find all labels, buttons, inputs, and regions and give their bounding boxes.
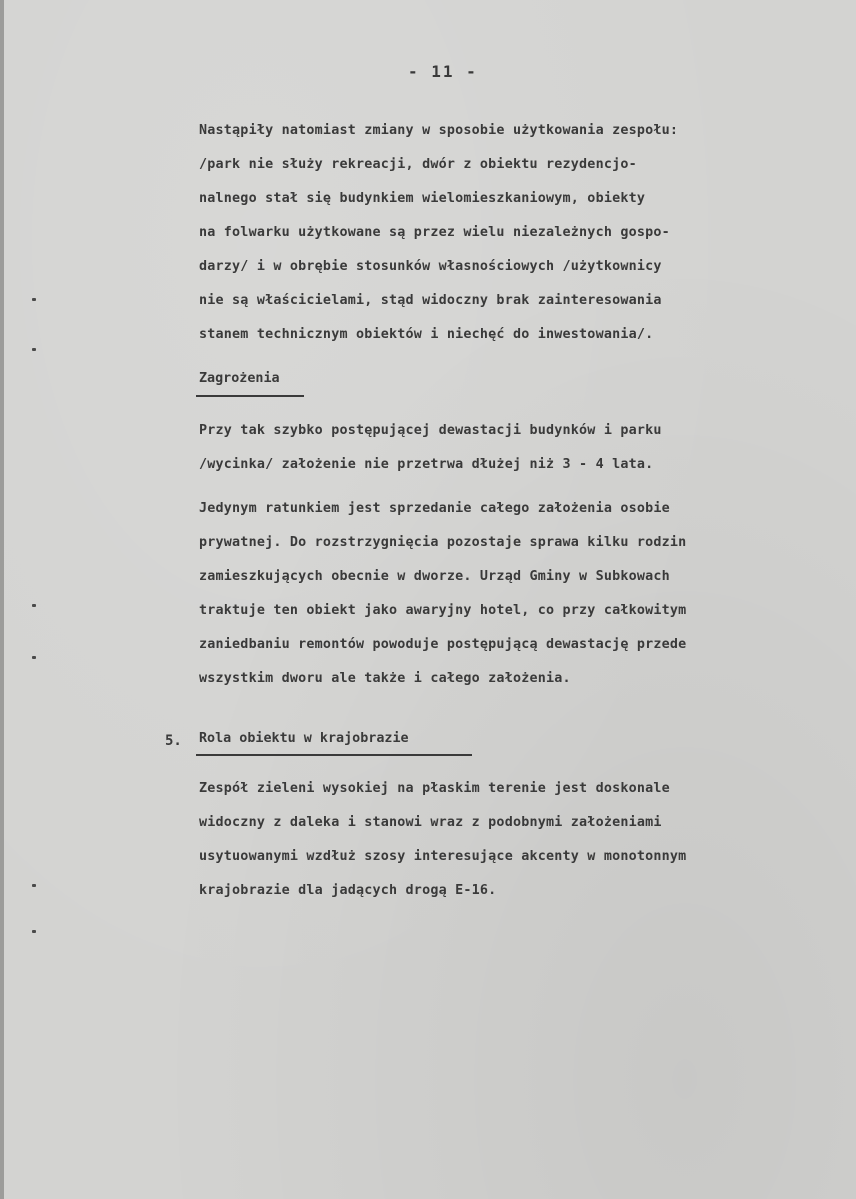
paragraph-3-line: zamieszkujących obecnie w dworze. Urząd Gminy w Subkowach [199, 569, 670, 584]
paragraph-4-line: krajobrazie dla jadących drogą E-16. [199, 883, 497, 898]
scan-edge [0, 0, 4, 1199]
paragraph-1-line: na folwarku użytkowane są przez wielu niezależnych gospo- [199, 225, 670, 240]
paragraph-3-line: wszystkim dworu ale także i całego założenia. [199, 671, 571, 686]
paragraph-2-line: /wycinka/ założenie nie przetrwa dłużej niż 3 - 4 lata. [199, 457, 654, 472]
paragraph-3-line: zaniedbaniu remontów powoduje postępującą dewastację przede [199, 637, 687, 652]
margin-mark [32, 930, 36, 933]
paragraph-1-line: /park nie służy rekreacji, dwór z obiektu rezydencjo- [199, 157, 637, 172]
paragraph-1-line: nie są właścicielami, stąd widoczny brak zainteresowania [199, 293, 662, 308]
paragraph-3-line: traktuje ten obiekt jako awaryjny hotel, co przy całkowitym [199, 603, 687, 618]
paragraph-1-line: darzy/ i w obrębie stosunków własnościowych /użytkownicy [199, 259, 662, 274]
heading-threats: Zagrożenia [199, 371, 280, 386]
paragraph-4-line: usytuowanymi wzdłuż szosy interesujące akcenty w monotonnym [199, 849, 687, 864]
paragraph-3-line: prywatnej. Do rozstrzygnięcia pozostaje sprawa kilku rodzin [199, 535, 687, 550]
margin-mark [32, 656, 36, 659]
margin-mark [32, 604, 36, 607]
page-number: - 11 - [408, 62, 478, 81]
section-5-number: 5. [165, 733, 182, 749]
section-5-title-underline [196, 754, 472, 756]
paragraph-2-line: Przy tak szybko postępującej dewastacji budynków i parku [199, 423, 662, 438]
paragraph-1-line: Nastąpiły natomiast zmiany w sposobie użytkowania zespołu: [199, 123, 679, 138]
margin-mark [32, 348, 36, 351]
paragraph-1-line: stanem technicznym obiektów i niechęć do inwestowania/. [199, 327, 654, 342]
section-5-title: Rola obiektu w krajobrazie [199, 731, 409, 746]
paragraph-4-line: Zespół zieleni wysokiej na płaskim terenie jest doskonale [199, 781, 670, 796]
heading-threats-underline [196, 395, 304, 397]
paragraph-3-line: Jedynym ratunkiem jest sprzedanie całego założenia osobie [199, 501, 670, 516]
paragraph-4-line: widoczny z daleka i stanowi wraz z podobnymi założeniami [199, 815, 662, 830]
paragraph-1-line: nalnego stał się budynkiem wielomieszkaniowym, obiekty [199, 191, 646, 206]
margin-mark [32, 298, 36, 301]
margin-mark [32, 884, 36, 887]
